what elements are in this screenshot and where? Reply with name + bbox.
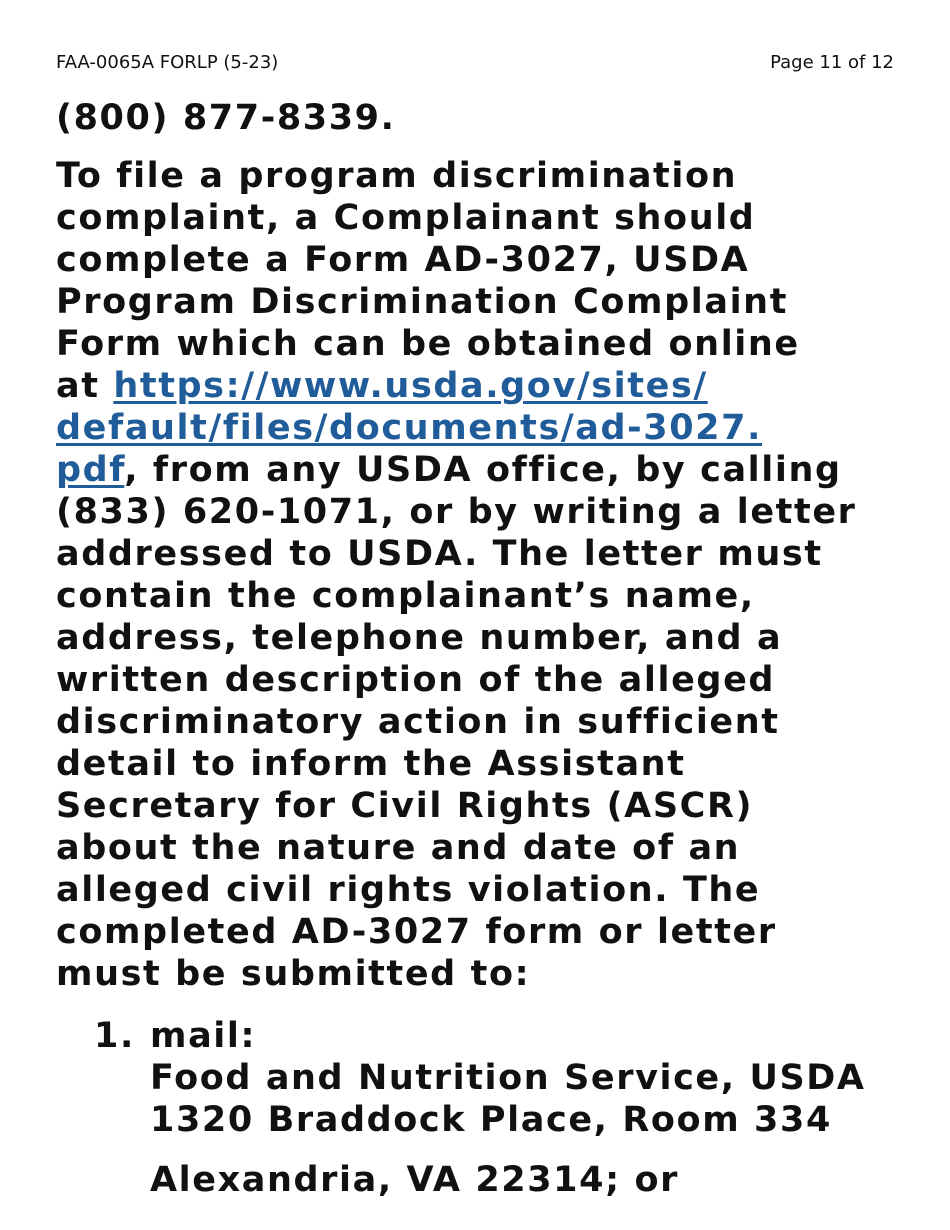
address-line: Alexandria, VA 22314; or: [150, 1160, 679, 1200]
paragraph-line: completed AD-3027 form or letter: [56, 912, 777, 952]
paragraph-line: contain the complainant’s name,: [56, 576, 755, 616]
form-id: FAA-0065A FORLP (5-23): [56, 52, 279, 73]
address-line: Food and Nutrition Service, USDA: [150, 1058, 866, 1098]
address-line: 1320 Braddock Place, Room 334: [150, 1100, 832, 1140]
paragraph-line: [56, 407, 916, 449]
complaint-paragraph: [56, 155, 916, 995]
phone-number-line: (800) 877-8339.: [56, 98, 396, 138]
paragraph-line: complaint, a Complainant should: [56, 198, 756, 238]
paragraph-line: addressed to USDA. The letter must: [56, 534, 823, 574]
paragraph-line: address, telephone number, and a: [56, 618, 783, 658]
document-body: [56, 97, 916, 1201]
after-link-text: , from any USDA office, by calling: [124, 450, 842, 490]
paragraph-line: written description of the alleged: [56, 660, 776, 700]
paragraph-line: [56, 365, 916, 407]
paragraph-line: detail to inform the Assistant: [56, 744, 686, 784]
paragraph-line: discriminatory action in sufficient: [56, 702, 780, 742]
paragraph-line: (833) 620-1071, or by writing a letter: [56, 492, 857, 532]
paragraph-line: [56, 449, 916, 491]
paragraph-line: complete a Form AD-3027, USDA: [56, 240, 750, 280]
ad-3027-link-part3[interactable]: pdf: [56, 450, 125, 490]
at-prefix: at: [56, 366, 114, 406]
page-header: [56, 52, 894, 76]
paragraph-line: Secretary for Civil Rights (ASCR): [56, 786, 754, 826]
paragraph-line: Program Discrimination Complaint: [56, 282, 789, 322]
paragraph-line: alleged civil rights violation. The: [56, 870, 761, 910]
ad-3027-link-part1[interactable]: https://www.usda.gov/sites/: [113, 366, 708, 406]
paragraph-line: To file a program discrimination: [56, 156, 738, 196]
paragraph-line: Form which can be obtained online: [56, 324, 800, 364]
page-number: Page 11 of 12: [770, 52, 894, 73]
list-item: [56, 1015, 916, 1201]
paragraph-line: about the nature and date of an: [56, 828, 741, 868]
paragraph-line: must be submitted to:: [56, 954, 531, 994]
submission-list: [56, 1015, 916, 1201]
list-marker: 1.: [94, 1016, 135, 1056]
ad-3027-link-part2[interactable]: default/files/documents/ad-3027.: [56, 408, 762, 448]
list-item-title: mail:: [150, 1016, 257, 1056]
